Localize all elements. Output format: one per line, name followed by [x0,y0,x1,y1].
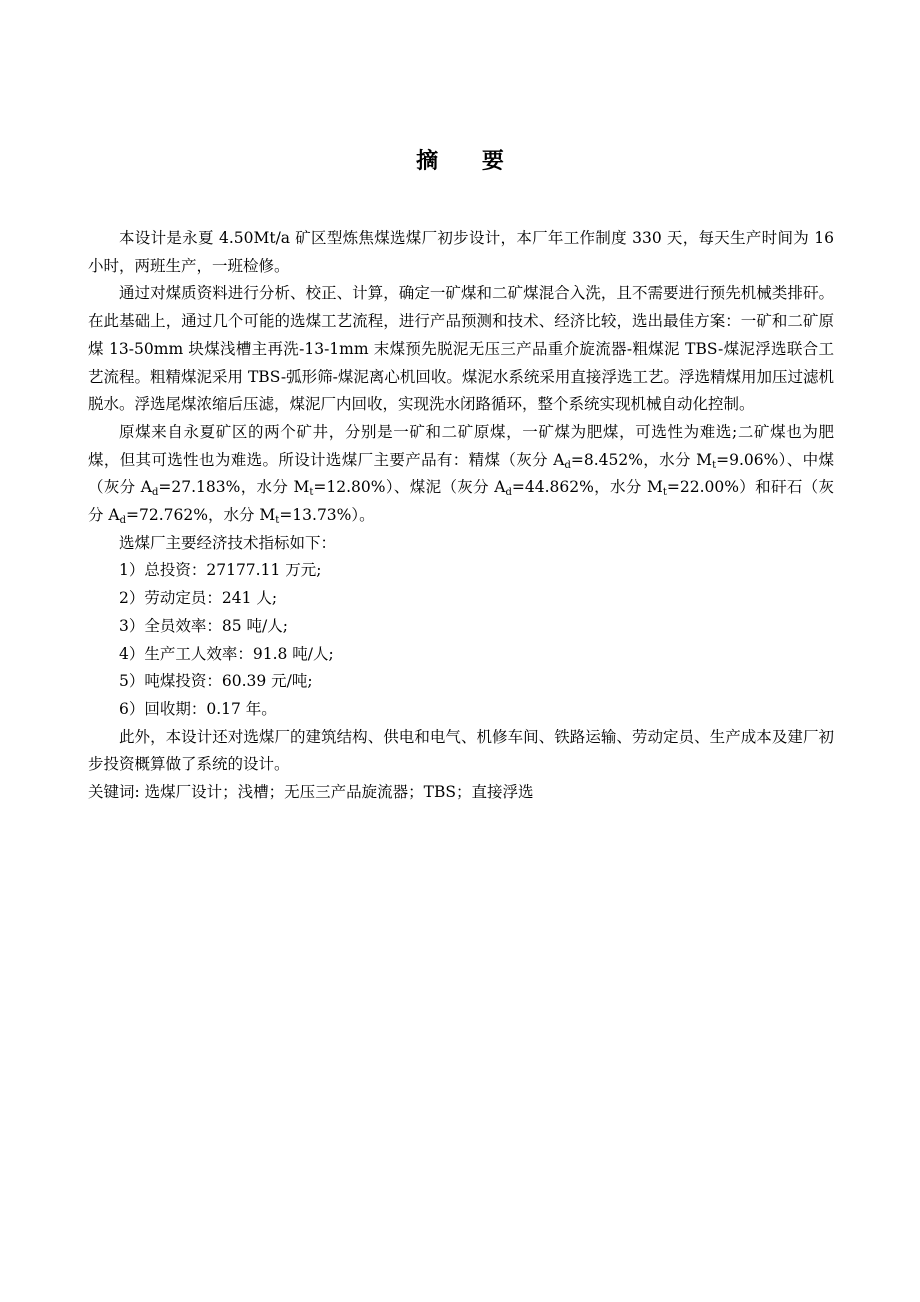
paragraph-process-flow: 通过对煤质资料进行分析、校正、计算，确定一矿煤和二矿煤混合入洗，且不需要进行预先机械类排矸。在此基础上，通过几个可能的选煤工艺流程，进行产品预测和技术、经济比较，选出最佳方案：一矿和二矿原煤 13-50mm 块煤浅槽主再洗-13-1mm 末煤预先脱泥无压三产品重介旋流器-粗煤泥 TBS-煤泥浮选联合工艺流程。粗精煤泥采用 TBS-弧形筛-煤泥离心机回收。煤泥水系统采用直接浮选工艺。浮选精煤用加压过滤机脱水。浮选尾煤浓缩后压滤，煤泥厂内回收，实现洗水闭路循环，整个系统实现机械自动化控制。 [88,284,834,414]
text-run: =44.862%，水分 M [511,478,663,497]
paragraph-indicators-intro: 选煤厂主要经济技术指标如下： [119,533,337,552]
paragraph-raw-coal-products [88,419,834,530]
abstract-body [88,225,834,807]
text-run: =12.80%）、煤泥（灰分 A [313,478,506,497]
subscript: t [275,515,280,527]
subscript: d [505,487,512,499]
paragraph-additional-design: 此外，本设计还对选煤厂的建筑结构、供电和电气、机修车间、铁路运输、劳动定员、生产成本及建厂初步投资概算做了系统的设计。 [88,727,834,774]
subscript: t [309,487,314,499]
indicator-item: 2）劳动定员：241 人; [119,589,278,608]
subscript: d [152,487,159,499]
indicator-item: 1）总投资：27177.11 万元; [119,561,322,580]
page-title: 摘 要 [416,148,522,174]
paragraph-design-overview: 本设计是永夏 4.50Mt/a 矿区型炼焦煤选煤厂初步设计，本厂年工作制度 330 天，每天生产时间为 16 小时，两班生产，一班检修。 [88,229,834,275]
text-run: =8.452%，水分 M [570,450,713,469]
keywords-line: 关键词: 选煤厂设计；浅槽；无压三产品旋流器；TBS；直接浮选 [88,783,534,802]
text-run: 原煤来自永夏矿区的两个矿井，分别是一矿和二矿原煤，一矿煤为肥煤，可选性为难选;二矿煤也为肥煤，但其可选性也为难选。所设计选煤厂主要产品有：精煤（灰分 A [88,422,834,469]
text-run: =13.73%）。 [279,506,375,525]
indicator-item: 5）吨煤投资：60.39 元/吨; [119,672,313,691]
subscript: t [712,459,717,471]
subscript: d [564,459,571,471]
subscript: d [119,515,127,527]
text-run: =27.183%，水分 M [158,478,310,497]
text-run: =72.762%，水分 M [126,506,276,525]
text-run: =9.06%）、中煤（灰分 A [88,450,835,497]
text-run: =22.00%）和矸石（灰分 A [88,478,835,525]
indicator-item: 6）回收期：0.17 年。 [119,699,277,718]
subscript: t [662,487,667,499]
indicator-item: 3）全员效率：85 吨/人; [119,616,288,635]
indicator-item: 4）生产工人效率：91.8 吨/人; [119,644,334,663]
